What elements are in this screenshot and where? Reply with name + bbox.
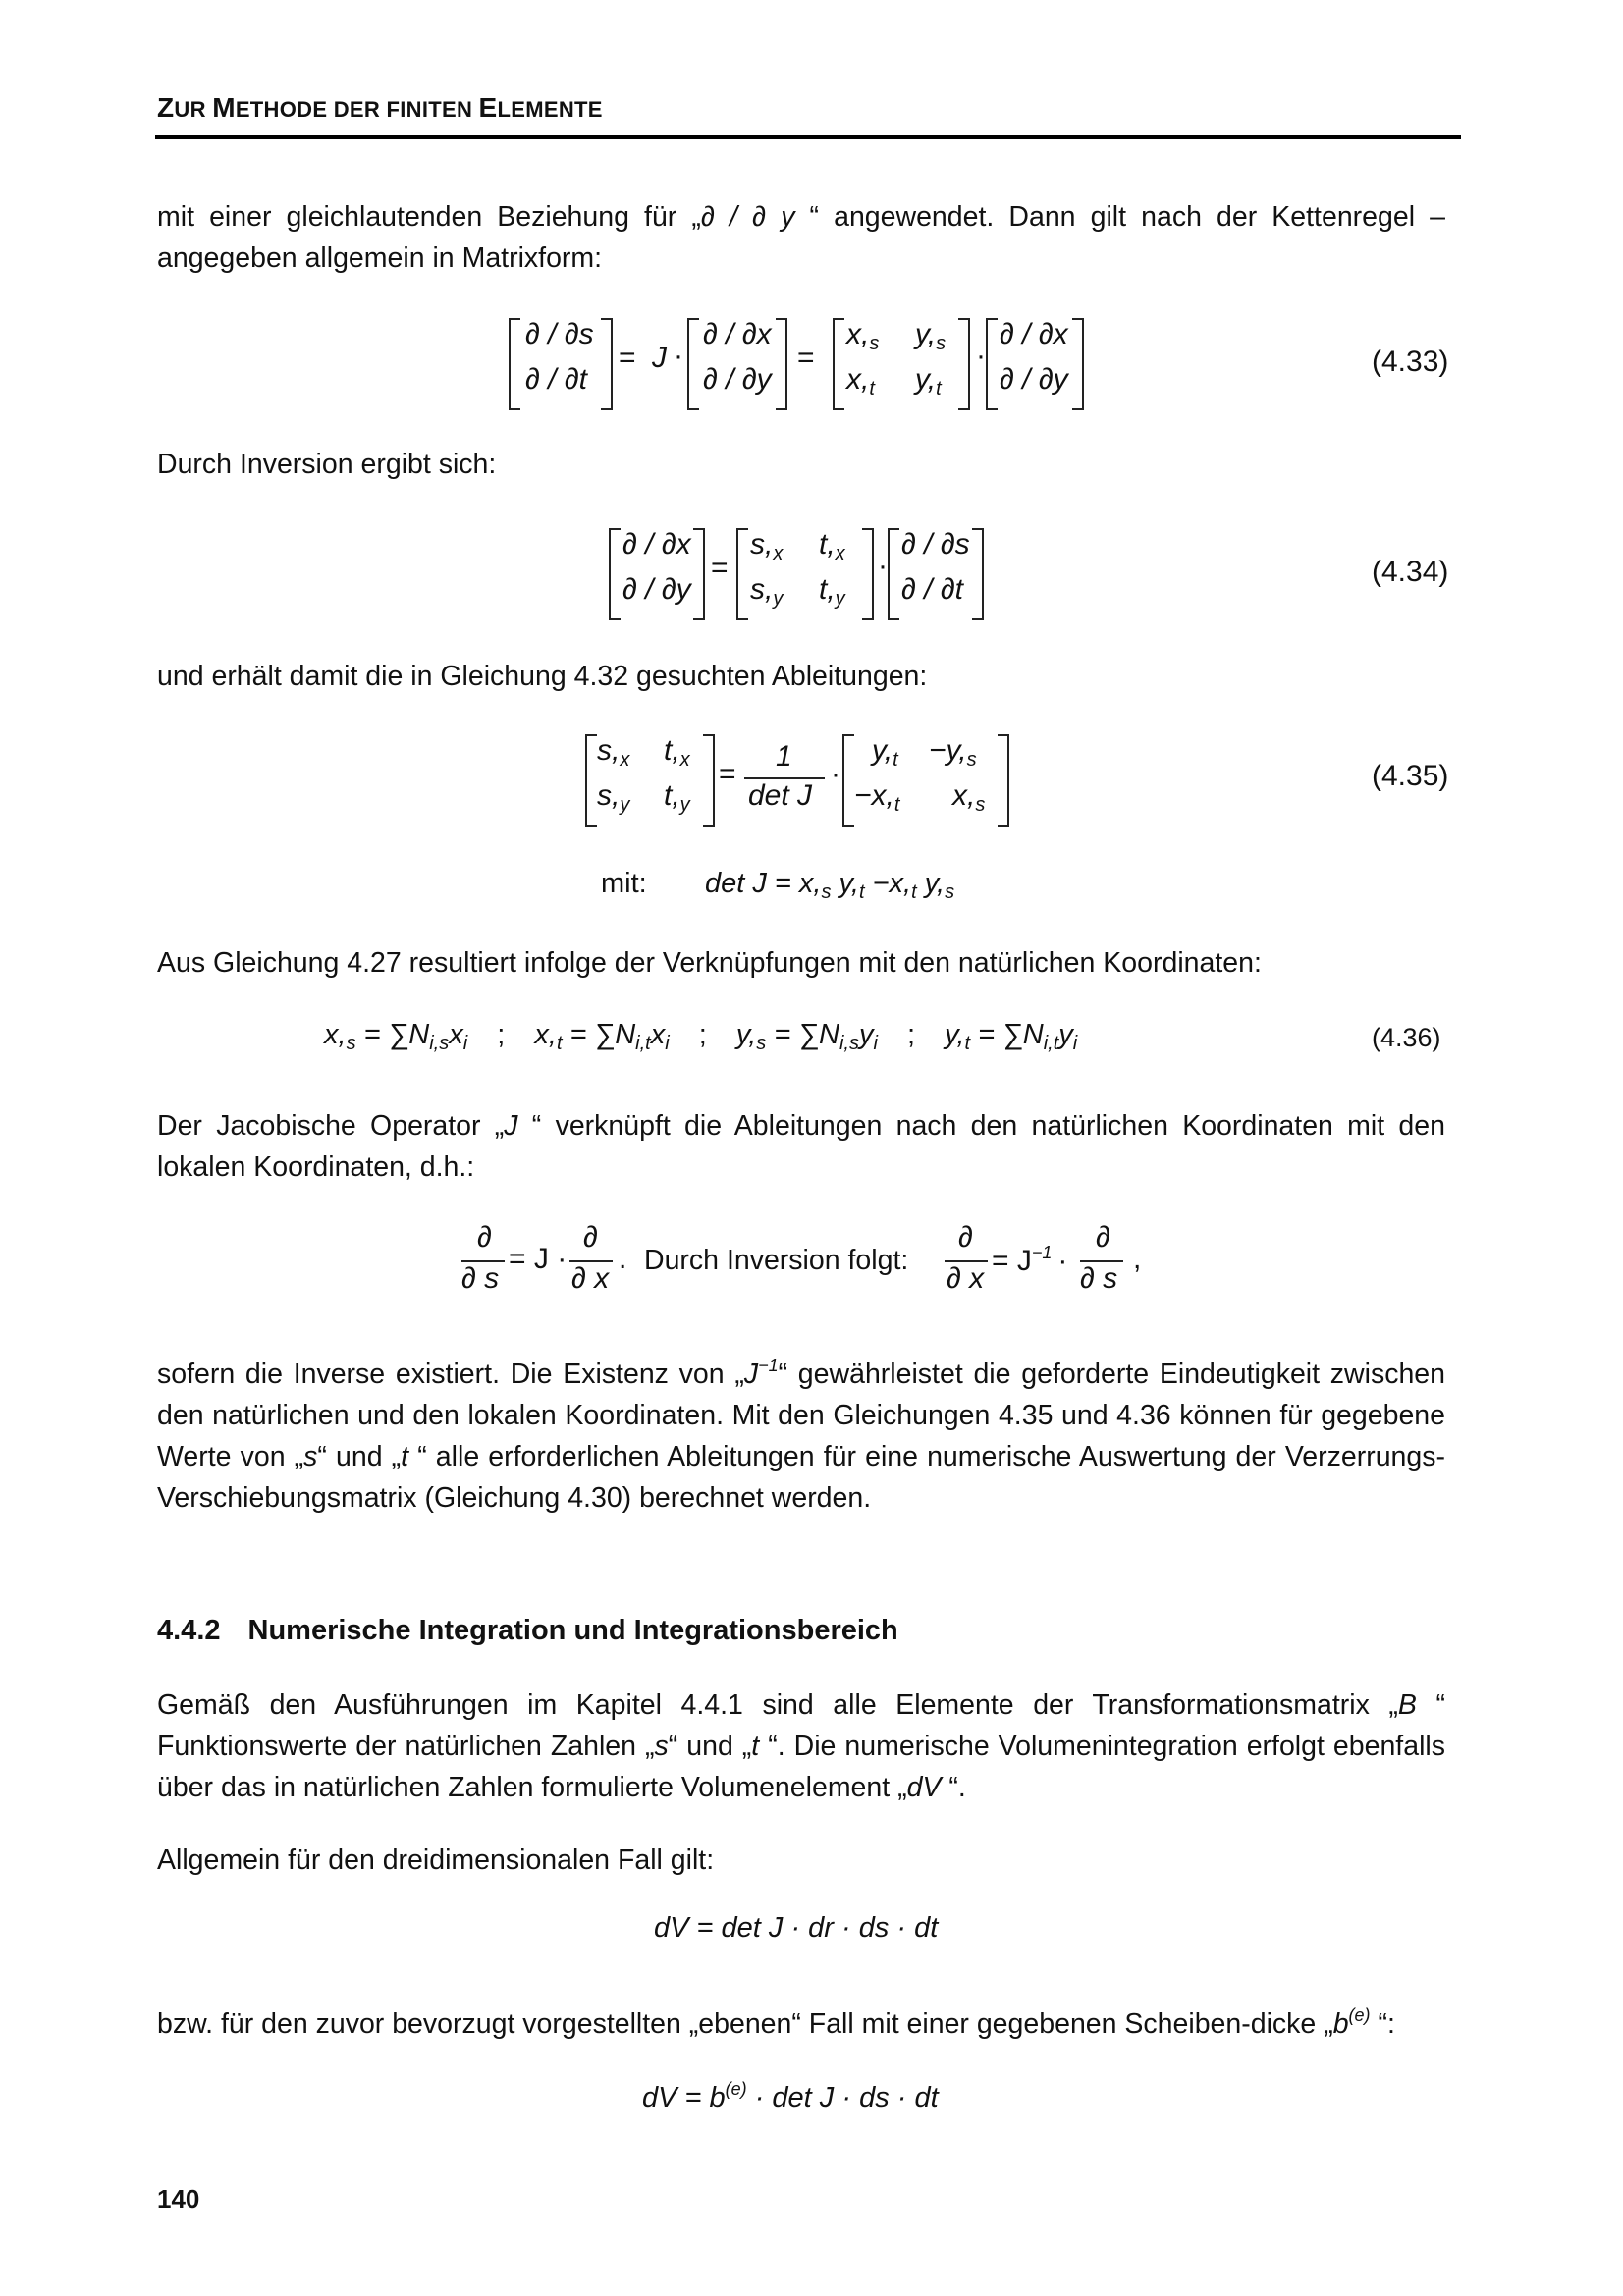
math-token: ∂ / ∂t (901, 573, 963, 606)
math-token: ∂ (583, 1221, 598, 1254)
math-token: i,t (635, 1033, 651, 1054)
math-token: i (1072, 1033, 1078, 1054)
math-token: det J (748, 779, 813, 812)
math-token: $t,_y$ (819, 573, 845, 610)
header-rule (155, 135, 1461, 139)
math-token: t (936, 378, 942, 400)
math-token: ∂ / ∂x (622, 528, 691, 561)
math-token: t (893, 794, 900, 816)
paragraph-2: Durch Inversion ergibt sich: (157, 449, 497, 480)
math-token (1072, 318, 1084, 410)
math-token: = (711, 552, 729, 584)
math-token: $s,_y$ (750, 573, 784, 610)
math-token: $x,_t$ (846, 363, 875, 400)
paragraph-9: bzw. für den zuvor bevorzugt vorgestellten „ebenen“ Fall mit einer gegebenen Scheiben-dicke $„b^{(e)}$ “: (157, 2005, 1395, 2040)
math-token: (e) (725, 2079, 747, 2099)
math-token: · (831, 758, 840, 790)
paragraph-1: mit einer gleichlautenden Beziehung für „∂ / ∂ y “ angewendet. Dann gilt nach der Kettenregel – angegeben allgemein in Matrixform: (157, 201, 1445, 274)
math-token: $y,_t$ (872, 734, 898, 771)
math-token: ∂ / ∂x (703, 318, 772, 350)
math-token: · (674, 340, 683, 372)
math-token: ∂ (958, 1221, 973, 1254)
math-token: y (835, 588, 845, 610)
math-token: ∂ x (571, 1262, 610, 1295)
equation-inversion (0, 1221, 1623, 1309)
equation-number-4-34: (4.34) (1372, 556, 1449, 588)
math-token: s (945, 881, 955, 903)
math-token: t (893, 749, 898, 771)
math-token (888, 528, 899, 620)
paragraph-6: sofern die Inverse existiert. Die Existenz von $„J^{-1}“$ gewährleistet die geforderte Eindeutigkeit zwischen den natürlichen und den lokalen Koordinaten. Mit den Gleichungen 4.35 und 4.36 können für gegebene Werte von „s“ und „t “ alle erforderlichen Ableitungen für eine numerische Auswertung der Verzerrungs-Verschiebungsmatrix (Gleichung 4.30) berechnet werden. (157, 1356, 1445, 1514)
math-token (972, 528, 984, 620)
math-token: Durch Inversion folgt: (644, 1245, 909, 1276)
math-token (958, 318, 970, 410)
math-token: i (462, 1033, 468, 1054)
math-token: = (797, 342, 815, 374)
math-token: $x,_s$ (846, 318, 880, 354)
math-token (509, 318, 520, 410)
math-token: s (869, 333, 880, 354)
math-token: $t,_y$ (664, 779, 690, 816)
equation-dv-plane: dV = $b^{(e)} \cdot \det J$ · ds · dt (642, 2079, 939, 2113)
math-token: y (679, 794, 690, 816)
math-token: $s,_x$ (597, 734, 630, 771)
math-token: i,s (429, 1033, 450, 1054)
math-token: ∂ / ∂y (703, 363, 772, 396)
math-token: x (679, 749, 690, 771)
math-token: ∂ / ∂t (525, 363, 587, 396)
paragraph-7: Gemäß den Ausführungen im Kapitel 4.4.1 sind alle Elemente der Transformationsmatrix „B “ Funktionswerte der natürlichen Zahlen „s“ und „t “. Die numerische Volumenintegration erfolgt ebenfalls über das in natürlichen Zahlen formulierte Volumenelement „dV “. (157, 1689, 1445, 1803)
math-token: t (858, 881, 865, 903)
math-token: (e) (1348, 2005, 1371, 2025)
paragraph-5: Der Jacobische Operator „J “ verknüpft die Ableitungen nach den natürlichen Koordinaten mit den lokalen Koordinaten, d.h.: (157, 1110, 1445, 1183)
math-token: ∂ (1096, 1221, 1110, 1254)
math-token: t (556, 1033, 563, 1054)
math-token: ∂ / ∂x (1000, 318, 1068, 350)
equation-4-35 (0, 730, 1623, 828)
math-token: ∂ s (461, 1262, 500, 1295)
math-token: t (869, 378, 875, 400)
math-token: −1 (758, 1356, 779, 1375)
section-heading: 4.4.2 Numerische Integration und Integrationsbereich (157, 1615, 898, 1646)
math-token (693, 528, 705, 620)
math-token: $-y,_s$ (929, 734, 977, 771)
math-token: i,t (1043, 1033, 1059, 1054)
math-token: ∂ / ∂y (1000, 363, 1068, 396)
math-token: s (756, 1033, 767, 1054)
math-token: ∂ x (947, 1262, 985, 1295)
math-token: , (1133, 1243, 1142, 1275)
math-token: = (719, 758, 736, 790)
page-number: 140 (157, 2184, 200, 2214)
math-token: $x,_s$ (952, 779, 986, 816)
math-token: x (620, 749, 630, 771)
equation-number-4-35: (4.35) (1372, 760, 1449, 792)
math-token: $y,_s$ (915, 318, 947, 354)
math-token: s (821, 881, 832, 903)
math-token: y (773, 588, 784, 610)
math-token: s (346, 1033, 356, 1054)
math-token: $s,_x$ (750, 528, 784, 564)
math-token: y (620, 794, 630, 816)
math-token: $-x,_t$ (854, 779, 900, 816)
math-token (703, 734, 715, 827)
math-token: ∂ (477, 1221, 492, 1254)
math-token: i,s (839, 1033, 859, 1054)
math-token: i (873, 1033, 878, 1054)
math-token: . (619, 1243, 627, 1275)
math-token: $t,_x$ (819, 528, 845, 564)
math-token: $t,_x$ (664, 734, 690, 771)
math-token: ∂ s (1080, 1262, 1118, 1295)
math-token: · (878, 550, 888, 582)
math-token (601, 318, 613, 410)
equation-dv-3d: dV = det J · dr · ds · dt (654, 1912, 939, 1944)
math-token: ∂ / ∂s (525, 318, 594, 350)
math-token (776, 318, 787, 410)
equation-4-36: $x,_s = \sum N_{i,s}x_i$ ; $x,_t = \sum N_{i,t}x_i$ ; $y,_s = \sum N_{i,s}y_i$ ; $y,_t = \sum N_{i,t}y_i$ (324, 1019, 1078, 1054)
equation-4-34 (0, 522, 1623, 620)
math-token: x (773, 543, 784, 564)
math-token: t (911, 881, 917, 903)
math-token: $s,_y$ (597, 779, 630, 816)
running-header: ZUR METHODE DER FINITEN ELEMENTE (157, 92, 603, 123)
math-token: −1 (1031, 1243, 1053, 1262)
math-token (842, 734, 854, 827)
math-token: ∂ / ∂s (901, 528, 970, 561)
det-j-definition: mit: (601, 868, 647, 899)
math-token (998, 734, 1009, 827)
math-token: s (966, 749, 977, 771)
paragraph-3: und erhält damit die in Gleichung 4.32 gesuchten Ableitungen: (157, 661, 928, 692)
math-token (585, 734, 597, 827)
math-token: t (964, 1033, 971, 1054)
math-token: x (835, 543, 845, 564)
math-token (609, 528, 621, 620)
math-token: · (976, 340, 986, 372)
math-token: ∂ / ∂y (622, 573, 691, 606)
equation-number-4-33: (4.33) (1372, 346, 1449, 378)
math-token (862, 528, 874, 620)
equation-number-4-36: (4.36) (1372, 1023, 1441, 1052)
math-token: s (936, 333, 947, 354)
math-token: $y,_t$ (915, 363, 942, 400)
det-j-expression: $\det J = x,_s$ $y,_t -x,_t$ $y,_s$ (705, 868, 955, 903)
math-token: s (975, 794, 986, 816)
math-token (687, 318, 699, 410)
math-token: J (652, 342, 667, 374)
paragraph-8: Allgemein für den dreidimensionalen Fall gilt: (157, 1844, 715, 1876)
math-token (736, 528, 748, 620)
math-token: 1 (776, 740, 792, 773)
math-token: i (665, 1033, 670, 1054)
math-token: = J · (509, 1243, 568, 1275)
math-token (986, 318, 998, 410)
math-token: = (619, 342, 636, 374)
math-token: = $J^{-1}$ · (992, 1243, 1068, 1277)
paragraph-4: Aus Gleichung 4.27 resultiert infolge der Verknüpfungen mit den natürlichen Koordinaten: (157, 947, 1262, 979)
math-token (833, 318, 844, 410)
equation-4-33 (0, 312, 1623, 410)
